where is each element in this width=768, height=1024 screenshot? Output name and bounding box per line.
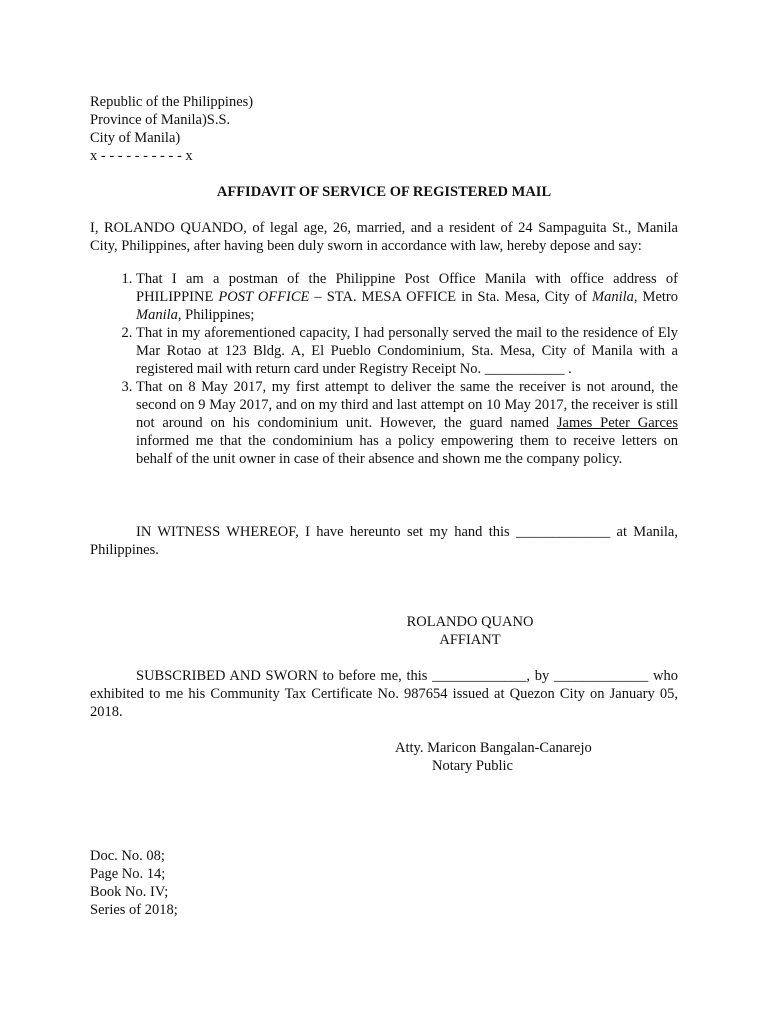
statement-item-1: 1. That I am a postman of the Philippine Post Office Manila with office address of PHILIPPINE POST OFFICE – STA. MESA OFFICE in Sta. Mesa, City of Manila, Metro Manila, Philippines;: [136, 270, 678, 324]
document-title: AFFIDAVIT OF SERVICE OF REGISTERED MAIL: [216, 184, 552, 200]
series-year: Series of 2018;: [90, 902, 178, 918]
book-number: Book No. IV;: [90, 884, 169, 900]
caption-separator: x - - - - - - - - - - x: [90, 148, 193, 164]
intro-paragraph: I, ROLANDO QUANDO, of legal age, 26, married, and a resident of 24 Sampaguita St., Manila City, Philippines, after having been duly sworn in accordance with law, hereby depose and say:: [90, 220, 678, 254]
statement-item-2: 2. That in my aforementioned capacity, I had personally served the mail to the residence of Ely Mar Rotao at 123 Bldg. A, El Pueblo Condominium, Sta. Mesa, City of Manila with a registered mail with return card under Registry Receipt No. ___________ .: [136, 324, 678, 378]
notary-name: Atty. Maricon Bangalan-Canarejo: [395, 740, 592, 756]
affiant-name: ROLANDO QUANO: [406, 614, 534, 630]
affiant-role: AFFIANT: [439, 632, 501, 648]
affiant-signature-block: [405, 613, 535, 649]
doc-number: Doc. No. 08;: [90, 848, 165, 864]
caption-city: City of Manila): [90, 130, 181, 146]
jurat-paragraph: SUBSCRIBED AND SWORN to before me, this _____________, by _____________ who exhibited to me his Community Tax Certificate No. 987654 issued at Quezon City on January 05, 2018.: [90, 668, 678, 720]
statement-list: [90, 270, 678, 468]
witness-paragraph: IN WITNESS WHEREOF, I have hereunto set my hand this _____________ at Manila, Philippines.: [90, 524, 678, 558]
caption-province: Province of Manila)S.S.: [90, 112, 231, 128]
statement-item-3: 3. That on 8 May 2017, my first attempt to deliver the same the receiver is not around, the second on 9 May 2017, and on my third and last attempt on 10 May 2017, the receiver is still not around on his condominium unit. However, the guard named James Peter Garces informed me that the condominium has a policy empowering them to receive letters on behalf of the unit owner in case of their absence and shown me the company policy.: [136, 378, 678, 468]
caption-republic: Republic of the Philippines): [90, 94, 254, 110]
notary-title: Notary Public: [432, 758, 513, 774]
guard-name: James Peter Garces: [556, 415, 679, 431]
page-number: Page No. 14;: [90, 866, 166, 882]
